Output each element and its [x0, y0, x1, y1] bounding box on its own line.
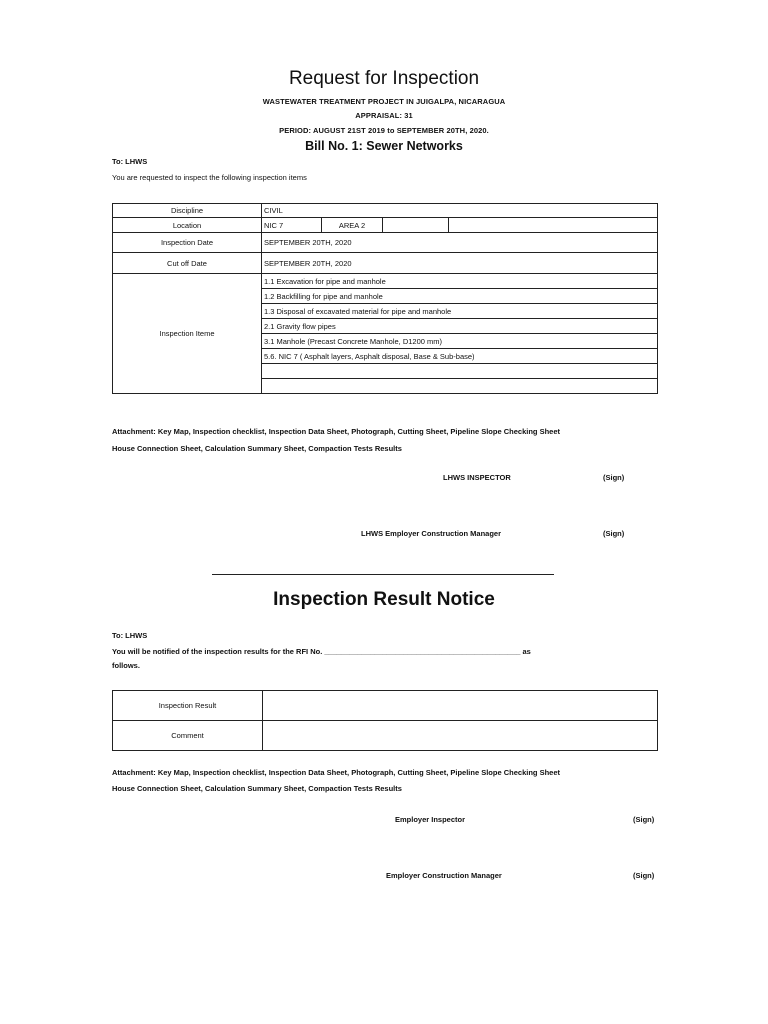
attachment-line: Attachment: Key Map, Inspection checklist, Inspection Data Sheet, Photograph, Cutting Sheet, Pipeline Slope Checking Sheet	[112, 768, 560, 777]
inspection-item: 1.1 Excavation for pipe and manhole	[262, 274, 658, 289]
location-extra-cell-2	[449, 218, 658, 233]
sign-placeholder: (Sign)	[633, 871, 655, 880]
location-value: NIC 7	[262, 218, 322, 233]
inspection-date-value: SEPTEMBER 20TH, 2020	[262, 233, 658, 253]
inspection-item: 2.1 Gravity flow pipes	[262, 319, 658, 334]
inspection-item	[262, 364, 658, 379]
notice-text: follows.	[112, 661, 140, 670]
cutoff-date-label: Cut off Date	[113, 253, 262, 274]
attachment-line: House Connection Sheet, Calculation Summary Sheet, Compaction Tests Results	[112, 784, 402, 793]
cutoff-date-value: SEPTEMBER 20TH, 2020	[262, 253, 658, 274]
discipline-value: CIVIL	[262, 204, 658, 218]
attachment-line: Attachment: Key Map, Inspection checklist, Inspection Data Sheet, Photograph, Cutting Sheet, Pipeline Slope Checking Sheet	[112, 427, 560, 436]
area-value: AREA 2	[322, 218, 383, 233]
notice-addressee: To: LHWS	[112, 631, 148, 640]
sign-placeholder: (Sign)	[603, 473, 625, 482]
inspection-date-label: Inspection Date	[113, 233, 262, 253]
result-table	[112, 690, 658, 751]
sign-placeholder: (Sign)	[633, 815, 655, 824]
inspection-item	[262, 379, 658, 394]
construction-manager-label: LHWS Employer Construction Manager	[361, 529, 502, 538]
request-text: You are requested to inspect the following inspection items	[112, 173, 307, 182]
period: PERIOD: AUGUST 21ST 2019 to SEPTEMBER 20TH, 2020.	[279, 126, 489, 135]
lhws-inspector-label: LHWS INSPECTOR	[443, 473, 511, 482]
notice-text: You will be notified of the inspection results for the RFI No. _______________________________________________ as	[112, 647, 531, 656]
employer-inspector-label: Employer Inspector	[395, 815, 466, 824]
inspection-item: 5.6. NIC 7 ( Asphalt layers, Asphalt disposal, Base & Sub-base)	[262, 349, 658, 364]
inspection-item: 1.3 Disposal of excavated material for pipe and manhole	[262, 304, 658, 319]
bill-title: Bill No. 1: Sewer Networks	[305, 139, 463, 153]
inspection-item: 3.1 Manhole (Precast Concrete Manhole, D1200 mm)	[262, 334, 658, 349]
section-divider	[212, 574, 554, 575]
project-name: WASTEWATER TREATMENT PROJECT IN JUIGALPA, NICARAGUA	[262, 97, 506, 106]
addressee: To: LHWS	[112, 157, 148, 166]
request-table	[112, 203, 658, 394]
discipline-label: Discipline	[113, 204, 262, 218]
inspection-items-label: Inspection Iteme	[113, 274, 262, 394]
appraisal: APPRAISAL: 31	[355, 111, 413, 120]
location-label: Location	[113, 218, 262, 233]
notice-title: Inspection Result Notice	[273, 589, 495, 610]
sign-placeholder: (Sign)	[603, 529, 625, 538]
comment-label: Comment	[113, 721, 263, 751]
inspection-result-value	[263, 691, 658, 721]
attachment-line: House Connection Sheet, Calculation Summary Sheet, Compaction Tests Results	[112, 444, 402, 453]
inspection-result-label: Inspection Result	[113, 691, 263, 721]
comment-value	[263, 721, 658, 751]
document-title: Request for Inspection	[288, 68, 480, 89]
location-extra-cell	[383, 218, 449, 233]
employer-construction-manager-label: Employer Construction Manager	[386, 871, 502, 880]
inspection-item: 1.2 Backfilling for pipe and manhole	[262, 289, 658, 304]
